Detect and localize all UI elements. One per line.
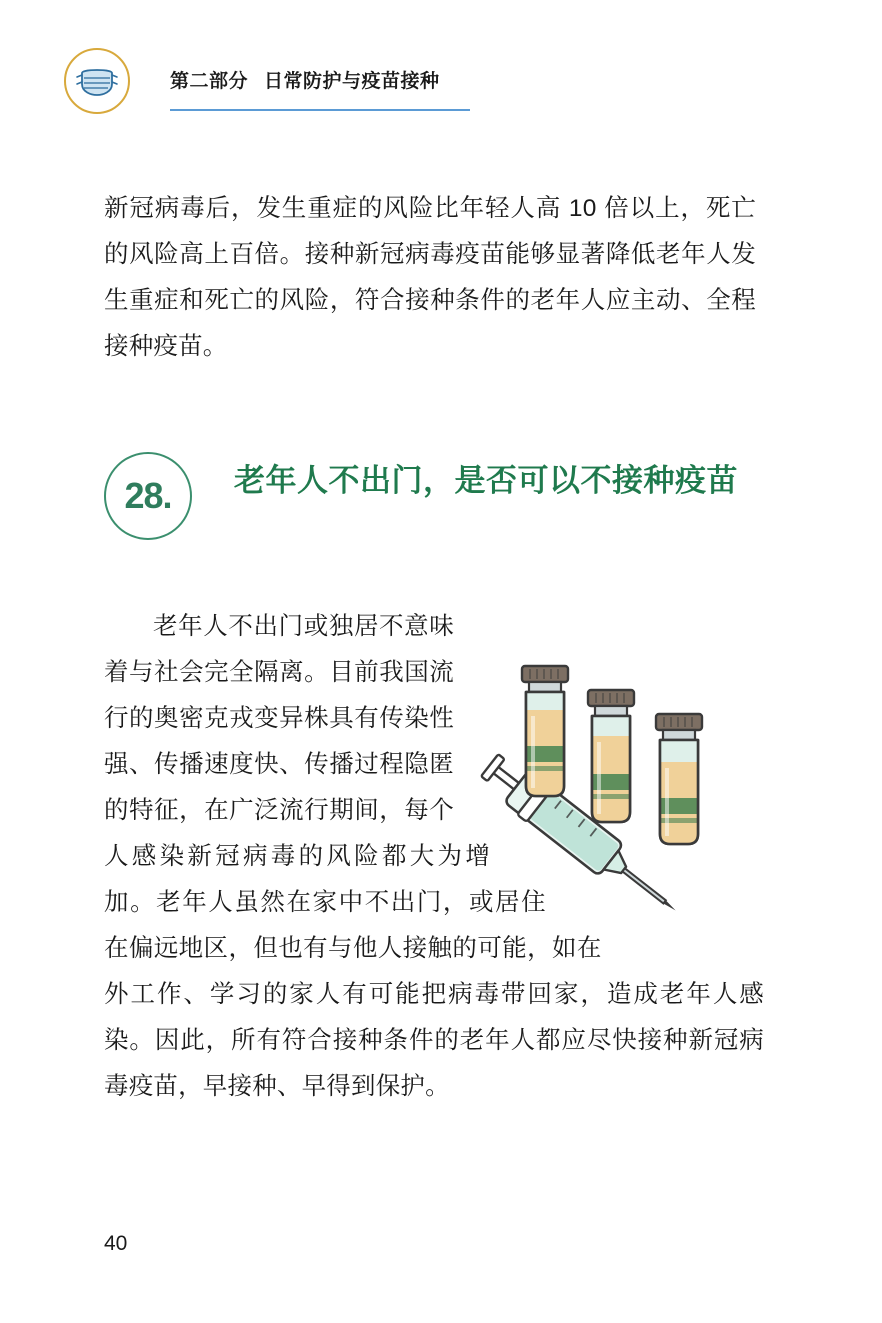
answer-paragraph: 老年人不出门或独居不意味着与社会完全隔离。目前我国流行的奥密克戎变异株具有传染性强、传播速度快、传播过程隐匿的特征，在广泛流行期间，每个人感染新冠病毒的风险都大为增加。老年人虽然在家中不出门，或居住在偏远地区，但也有与他人接触的可能，如在外工作、学习的家人有可能把病毒带回家，造成老年人感染。因此，所有符合接种条件的老年人都应尽快接种新冠病毒疫苗，早接种、早得到保护。 [104,613,764,1100]
question-title: 老年人不出门，是否可以不接种疫苗 [234,463,738,498]
continued-text-block [104,186,756,370]
face-mask-badge [64,48,130,114]
continued-paragraph: 新冠病毒后，发生重症的风险比年轻人高 10 倍以上，死亡的风险高上百倍。接种新冠病毒疫苗能够显著降低老年人发生重症和死亡的风险，符合接种条件的老年人应主动、全程接种疫苗。 [104,195,756,360]
face-mask-icon [75,64,119,98]
question-number-badge: 28. [104,452,192,540]
header-section-title: 日常防护与疫苗接种 [264,71,440,92]
page-number: 40 [104,1232,128,1255]
header-title [170,66,440,93]
header-divider [170,109,470,111]
question-heading [104,452,764,572]
page-header [64,48,818,124]
header-section-label: 第二部分 [170,71,249,92]
answer-block [104,604,764,1110]
